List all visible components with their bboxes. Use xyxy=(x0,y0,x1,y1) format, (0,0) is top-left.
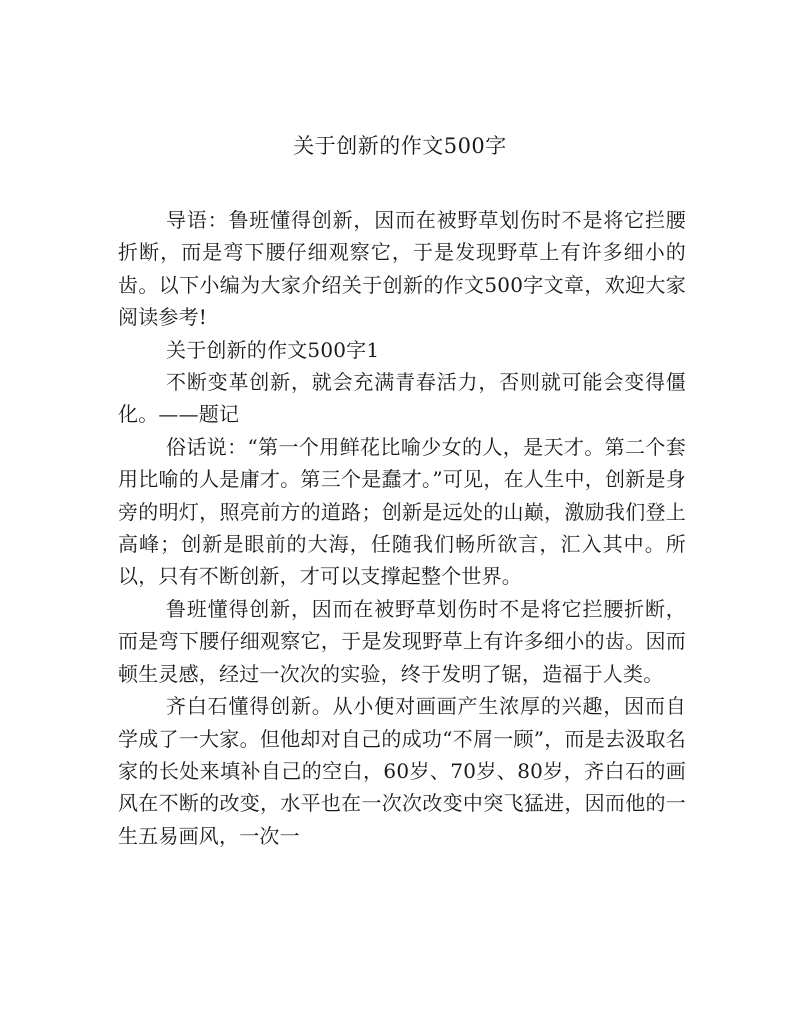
body-paragraph: 鲁班懂得创新，因而在被野草划伤时不是将它拦腰折断，而是弯下腰仔细观察它，于是发现野草上有许多细小的齿。因而顿生灵感，经过一次次的实验，终于发明了锯，造福于人类。 xyxy=(118,596,686,686)
document-title: 关于创新的作文500字 xyxy=(293,134,507,158)
body-paragraph: 齐白石懂得创新。从小便对画画产生浓厚的兴趣，因而自学成了一大家。但他却对自己的成功“不屑一顾”，而是去汲取名家的长处来填补自己的空白，60岁、70岁、80岁，齐白石的画风在不断的改变，水平也在一次次改变中突飞猛进，因而他的一生五易画风，一次一 xyxy=(118,694,686,848)
section-heading: 关于创新的作文500字1 xyxy=(166,337,380,362)
intro-paragraph: 导语：鲁班懂得创新，因而在被野草划伤时不是将它拦腰折断，而是弯下腰仔细观察它，于是发现野草上有许多细小的齿。以下小编为大家介绍关于创新的作文500字文章，欢迎大家阅读参考! xyxy=(118,208,686,330)
epigraph-paragraph: 不断变革创新，就会充满青春活力，否则就可能会变得僵化。——题记 xyxy=(118,370,686,427)
body-paragraph: 俗话说：“第一个用鲜花比喻少女的人，是天才。第二个套用比喻的人是庸才。第三个是蠢才。”可见，在人生中，创新是身旁的明灯，照亮前方的道路；创新是远处的山巅，激励我们登上高峰；创新是眼前的大海，任随我们畅所欲言，汇入其中。所以，只有不断创新，才可以支撑起整个世界。 xyxy=(118,434,686,589)
document-body xyxy=(118,204,686,852)
